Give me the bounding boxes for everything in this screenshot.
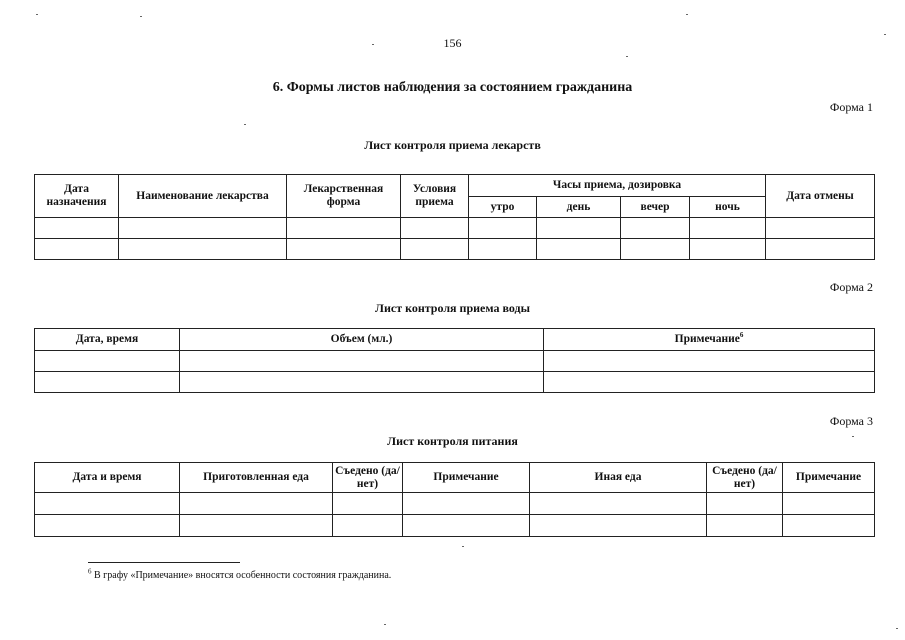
table-cell[interactable]: [180, 493, 333, 515]
water-intake-table: [34, 328, 875, 393]
table-cell[interactable]: [119, 218, 287, 239]
table-cell[interactable]: [530, 493, 707, 515]
scan-speck: [36, 14, 38, 15]
scan-speck: [686, 14, 688, 15]
table-cell[interactable]: [333, 515, 403, 537]
table-row: [35, 218, 875, 239]
header-datetime: Дата и время: [35, 463, 180, 493]
table-cell[interactable]: [469, 218, 537, 239]
header-night: ночь: [690, 197, 766, 218]
table-cell[interactable]: [403, 493, 530, 515]
table-cell[interactable]: [707, 515, 783, 537]
table-cell[interactable]: [621, 218, 690, 239]
header-date-assigned: Дата назначения: [35, 175, 119, 218]
table-cell[interactable]: [333, 493, 403, 515]
header-cooked-food: Приготовленная еда: [180, 463, 333, 493]
table-cell[interactable]: [180, 515, 333, 537]
table-cell[interactable]: [119, 239, 287, 260]
page-number: 156: [443, 36, 462, 50]
form1-label: Форма 1: [829, 100, 873, 114]
header-datetime: Дата, время: [35, 329, 180, 351]
scan-speck: [626, 56, 628, 57]
scan-speck: [384, 624, 386, 625]
header-drug-form: Лекарственная форма: [287, 175, 401, 218]
scan-speck: [462, 546, 464, 547]
table-cell[interactable]: [783, 515, 875, 537]
header-hours-group: Часы приема, дозировка: [469, 175, 766, 197]
scan-speck: [372, 44, 374, 45]
table-cell[interactable]: [537, 239, 621, 260]
table-cell[interactable]: [180, 372, 544, 393]
table-row: [35, 515, 875, 537]
form1-title: Лист контроля приема лекарств: [364, 138, 541, 152]
table-cell[interactable]: [766, 239, 875, 260]
table-cell[interactable]: [766, 218, 875, 239]
header-note: [544, 329, 875, 351]
header-note: Примечание: [783, 463, 875, 493]
footnote: [88, 567, 392, 581]
footnote-text: В графу «Примечание» вносятся особенности состояния гражданина.: [94, 570, 392, 581]
form3-title: Лист контроля питания: [387, 434, 518, 448]
form2-label: Форма 2: [829, 280, 873, 294]
scan-speck: [884, 34, 886, 35]
table-cell[interactable]: [35, 351, 180, 372]
section-title: 6. Формы листов наблюдения за состоянием гражданина: [272, 80, 633, 95]
table-cell[interactable]: [707, 493, 783, 515]
header-day: день: [537, 197, 621, 218]
header-other-food: Иная еда: [530, 463, 707, 493]
table-cell[interactable]: [35, 515, 180, 537]
header-date-cancel: Дата отмены: [766, 175, 875, 218]
form2-title: Лист контроля приема воды: [375, 301, 530, 315]
table-row: [35, 493, 875, 515]
table-cell[interactable]: [690, 239, 766, 260]
table-row: [35, 239, 875, 260]
table-cell[interactable]: [403, 515, 530, 537]
table-cell[interactable]: [783, 493, 875, 515]
footnote-ref: 6: [739, 331, 744, 340]
scan-speck: [852, 436, 854, 437]
medication-control-table: [34, 174, 875, 260]
table-cell[interactable]: [180, 351, 544, 372]
table-cell[interactable]: [35, 493, 180, 515]
header-volume: Объем (мл.): [180, 329, 544, 351]
nutrition-control-table: [34, 462, 875, 537]
table-row: [35, 351, 875, 372]
footnote-divider: [88, 562, 240, 563]
header-eaten: Съедено (да/нет): [707, 463, 783, 493]
header-drug-name: Наименование лекарства: [119, 175, 287, 218]
table-cell[interactable]: [401, 218, 469, 239]
header-morning: утро: [469, 197, 537, 218]
form3-label: Форма 3: [829, 414, 873, 428]
header-note-label: Примечание: [674, 333, 740, 345]
table-row: [35, 372, 875, 393]
header-eaten: Съедено (да/нет): [333, 463, 403, 493]
scan-speck: [140, 16, 142, 17]
header-note: Примечание: [403, 463, 530, 493]
scan-speck: [896, 628, 898, 629]
table-cell[interactable]: [35, 239, 119, 260]
table-cell[interactable]: [544, 351, 875, 372]
scan-speck: [244, 124, 246, 125]
table-cell[interactable]: [35, 218, 119, 239]
table-cell[interactable]: [530, 515, 707, 537]
table-cell[interactable]: [287, 218, 401, 239]
table-cell[interactable]: [35, 372, 180, 393]
table-cell[interactable]: [401, 239, 469, 260]
table-cell[interactable]: [469, 239, 537, 260]
header-evening: вечер: [621, 197, 690, 218]
table-cell[interactable]: [537, 218, 621, 239]
header-conditions: Условия приема: [401, 175, 469, 218]
table-cell[interactable]: [544, 372, 875, 393]
table-cell[interactable]: [621, 239, 690, 260]
table-cell[interactable]: [287, 239, 401, 260]
footnote-number: 6: [88, 567, 92, 576]
table-cell[interactable]: [690, 218, 766, 239]
